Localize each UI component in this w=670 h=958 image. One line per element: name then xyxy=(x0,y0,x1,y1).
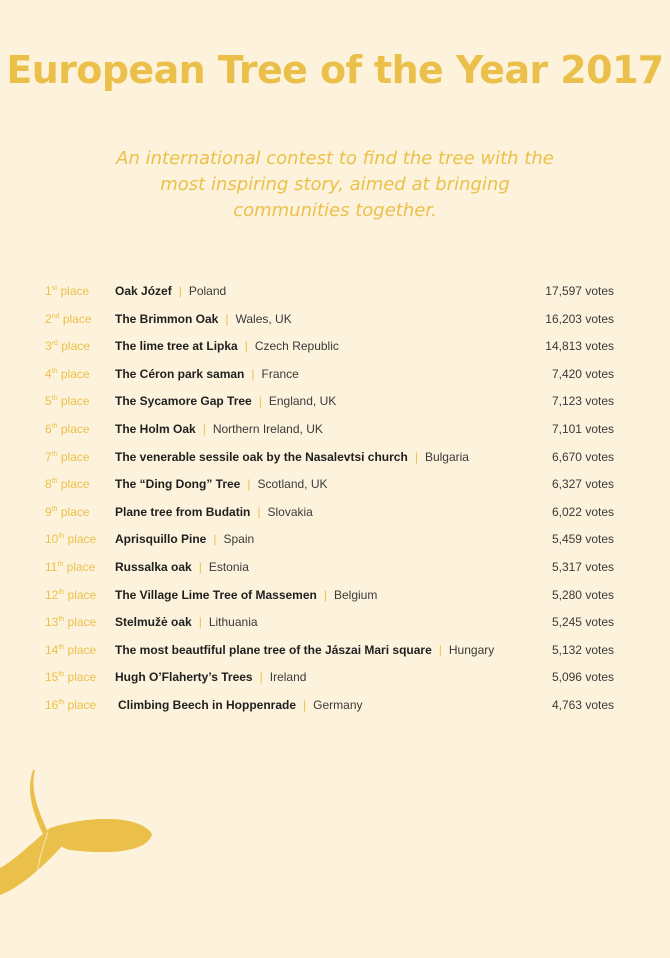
separator: | xyxy=(414,449,418,464)
separator: | xyxy=(198,559,202,574)
tree-name: Oak Józef xyxy=(115,284,172,298)
vote-count: 5,132 votes xyxy=(551,642,614,657)
ranking-row xyxy=(0,281,670,309)
vote-count: 14,813 votes xyxy=(545,339,614,354)
ranking-row xyxy=(0,336,670,364)
vote-count: 6,022 votes xyxy=(551,504,614,519)
tree-name: Hugh O’Flaherty’s Trees xyxy=(115,670,253,685)
place-word: place xyxy=(57,339,90,354)
tree-country: France xyxy=(261,366,299,381)
place-suffix: th xyxy=(57,560,64,568)
place-number: 6 xyxy=(45,421,52,436)
place-suffix: nd xyxy=(51,312,60,320)
vote-count: 6,327 votes xyxy=(551,477,614,492)
tree-name: Plane tree from Budatin xyxy=(115,504,251,519)
place-number: 14 xyxy=(45,642,59,657)
place-word: place xyxy=(57,504,90,519)
place-word: place xyxy=(63,559,96,574)
tree-country: Lithuania xyxy=(208,615,258,630)
tree-name: Aprisquillo Pine xyxy=(115,532,207,547)
vote-count: 7,420 votes xyxy=(551,366,614,381)
tree-name: The lime tree at Lipka xyxy=(115,339,238,354)
separator: | xyxy=(303,697,307,712)
place-label xyxy=(45,309,92,329)
place-number: 8 xyxy=(45,477,52,492)
place-number: 7 xyxy=(45,449,52,464)
vote-count: 6,670 votes xyxy=(551,449,614,464)
tree-country: Estonia xyxy=(208,559,249,574)
tree-country: Wales, UK xyxy=(235,311,292,326)
tree-name: The Céron park saman xyxy=(115,366,245,381)
ranking-row xyxy=(0,309,670,337)
place-label xyxy=(45,364,90,384)
place-word: place xyxy=(57,477,90,492)
vote-count: 5,280 votes xyxy=(551,587,614,602)
tree-country: Bulgaria xyxy=(424,449,469,464)
place-suffix: rd xyxy=(51,340,58,348)
place-word: place xyxy=(57,284,90,298)
place-word: place xyxy=(64,670,97,685)
place-suffix: th xyxy=(51,422,58,430)
place-number: 16 xyxy=(45,697,59,712)
separator: | xyxy=(213,532,217,547)
ranking-row xyxy=(0,612,670,640)
place-number: 1 xyxy=(45,284,52,298)
ranking-list xyxy=(0,281,670,723)
tree-country: Poland xyxy=(188,284,227,298)
separator: | xyxy=(259,670,263,685)
place-word: place xyxy=(64,642,97,657)
tree-country: Germany xyxy=(313,697,363,712)
tree-name: The venerable sessile oak by the Nasalevtsi church xyxy=(115,449,408,464)
vote-count: 5,096 votes xyxy=(551,670,614,685)
vote-count: 7,123 votes xyxy=(551,394,614,409)
ranking-row xyxy=(0,502,670,530)
place-suffix: th xyxy=(51,505,58,513)
vote-count: 4,763 votes xyxy=(551,697,614,712)
place-word: place xyxy=(59,311,92,326)
place-number: 13 xyxy=(45,615,59,630)
place-suffix: st xyxy=(51,285,58,292)
place-word: place xyxy=(57,366,90,381)
tree-name: The Holm Oak xyxy=(115,421,196,436)
vote-count: 16,203 votes xyxy=(545,311,614,326)
tree-country: Spain xyxy=(223,532,255,547)
vote-count: 5,317 votes xyxy=(551,559,614,574)
separator: | xyxy=(257,504,261,519)
place-label xyxy=(45,391,90,411)
vote-count: 7,101 votes xyxy=(551,421,614,436)
tree-country: Scotland, UK xyxy=(257,477,328,492)
ranking-row xyxy=(0,529,670,557)
tree-name: The “Ding Dong” Tree xyxy=(115,477,241,492)
tree-name: The Village Lime Tree of Massemen xyxy=(115,587,317,602)
place-number: 15 xyxy=(45,670,59,685)
place-word: place xyxy=(64,532,97,547)
vote-count: 5,459 votes xyxy=(551,532,614,547)
ranking-row xyxy=(0,447,670,475)
place-label xyxy=(45,529,96,549)
place-label xyxy=(45,447,90,467)
place-word: place xyxy=(64,615,97,630)
separator: | xyxy=(202,421,206,436)
place-number: 5 xyxy=(45,394,52,409)
separator: | xyxy=(323,587,327,602)
place-label xyxy=(45,695,96,715)
tree-country: England, UK xyxy=(268,394,337,409)
ranking-row xyxy=(0,585,670,613)
tree-name: Russalka oak xyxy=(115,559,192,574)
place-suffix: th xyxy=(51,395,58,403)
separator: | xyxy=(178,284,182,298)
page-subtitle: An international contest to find the tree with the most inspiring story, aimed at bringing communities together. xyxy=(116,148,554,221)
tree-country: Northern Ireland, UK xyxy=(212,421,323,436)
tree-name: The Brimmon Oak xyxy=(115,311,219,326)
separator: | xyxy=(225,311,229,326)
separator: | xyxy=(258,394,262,409)
place-number: 2 xyxy=(45,311,52,326)
ranking-row xyxy=(0,391,670,419)
tree-name: The most beautfiful plane tree of the Jászai Mari square xyxy=(115,642,432,657)
place-label xyxy=(45,281,89,301)
place-suffix: th xyxy=(51,367,58,375)
place-suffix: th xyxy=(51,478,58,486)
ranking-row xyxy=(0,667,670,695)
separator: | xyxy=(198,615,202,630)
place-word: place xyxy=(57,421,90,436)
page-title: European Tree of the Year 2017 xyxy=(6,48,664,92)
place-number: 10 xyxy=(45,532,59,547)
place-label xyxy=(45,667,96,687)
place-suffix: th xyxy=(58,533,65,541)
tree-name: The Sycamore Gap Tree xyxy=(115,394,252,409)
ranking-row xyxy=(0,557,670,585)
place-word: place xyxy=(57,449,90,464)
vote-count: 5,245 votes xyxy=(551,615,614,630)
place-number: 4 xyxy=(45,366,52,381)
tree-name: Stelmužė oak xyxy=(115,615,192,630)
separator: | xyxy=(244,339,248,354)
place-word: place xyxy=(57,394,90,409)
place-suffix: th xyxy=(51,450,58,458)
place-label xyxy=(45,585,96,605)
place-number: 9 xyxy=(45,504,52,519)
place-word: place xyxy=(64,697,97,712)
ranking-row xyxy=(0,474,670,502)
place-word: place xyxy=(64,587,97,602)
ranking-row xyxy=(0,695,670,723)
vote-count: 17,597 votes xyxy=(545,284,614,298)
maple-seed-icon xyxy=(0,760,160,910)
ranking-row xyxy=(0,364,670,392)
place-label xyxy=(45,502,90,522)
tree-name: Climbing Beech in Hoppenrade xyxy=(118,697,297,712)
place-suffix: th xyxy=(58,616,65,624)
separator: | xyxy=(251,366,255,381)
place-label xyxy=(45,336,90,356)
tree-country: Ireland xyxy=(269,670,307,685)
place-suffix: th xyxy=(58,671,65,679)
tree-country: Hungary xyxy=(448,642,495,657)
place-label xyxy=(45,640,96,660)
tree-country: Belgium xyxy=(333,587,378,602)
ranking-row xyxy=(0,419,670,447)
ranking-row xyxy=(0,640,670,668)
place-suffix: th xyxy=(58,643,65,651)
place-label xyxy=(45,419,90,439)
tree-country: Slovakia xyxy=(267,504,313,519)
place-label xyxy=(45,474,90,494)
place-suffix: th xyxy=(58,698,65,706)
place-label xyxy=(45,612,96,632)
place-label xyxy=(45,557,95,577)
tree-country: Czech Republic xyxy=(254,339,339,354)
separator: | xyxy=(438,642,442,657)
place-suffix: th xyxy=(58,588,65,596)
place-number: 12 xyxy=(45,587,59,602)
place-number: 3 xyxy=(45,339,52,354)
place-number: 11 xyxy=(45,559,58,574)
separator: | xyxy=(247,477,251,492)
